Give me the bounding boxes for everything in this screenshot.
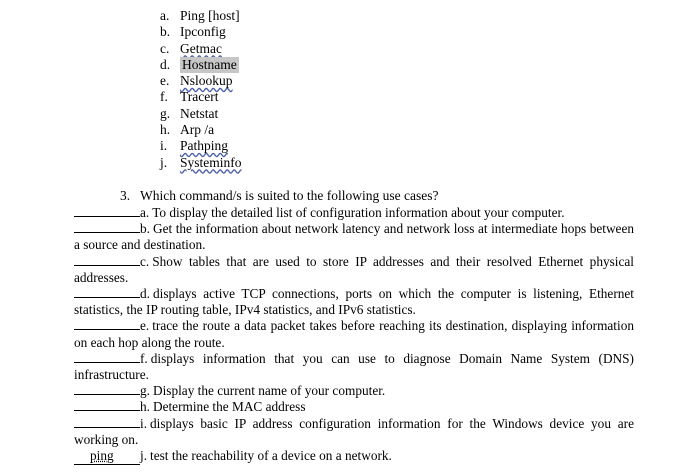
use-case-label: f. <box>140 350 148 366</box>
command-letter: e. <box>160 73 170 89</box>
question-3 <box>120 188 438 204</box>
command-letter: j. <box>160 154 168 170</box>
command-item <box>160 41 242 57</box>
use-case-label: a. <box>140 205 150 220</box>
use-case-label: b. <box>140 221 150 237</box>
command-item <box>160 24 242 40</box>
command-letter: a. <box>160 8 170 23</box>
command-item <box>160 155 242 171</box>
command-letter: g. <box>160 105 171 121</box>
answer-blank[interactable] <box>74 399 140 411</box>
command-item <box>160 89 242 105</box>
command-item <box>160 138 242 154</box>
command-item <box>160 57 242 73</box>
use-case-label: i. <box>140 415 148 431</box>
use-case-text: To display the detailed list of configuration information about your computer. <box>152 205 565 220</box>
use-case-label: g. <box>140 383 150 399</box>
use-case-item <box>74 254 634 286</box>
use-case-item <box>74 416 634 448</box>
use-case-label: d. <box>140 286 150 302</box>
use-case-list <box>74 205 634 465</box>
use-case-text: Determine the MAC address <box>152 399 306 415</box>
use-case-label: c. <box>140 253 150 269</box>
command-item <box>160 73 242 89</box>
command-letter: f. <box>160 89 168 105</box>
command-name: Ping [host] <box>180 8 240 23</box>
answer-blank[interactable] <box>74 286 140 298</box>
use-case-item <box>74 318 634 350</box>
use-case-text: displays active TCP connections, ports on which the computer is listening, Ethernet statistics, the IP routing table, IPv4 statistics, and IPv6 statistics. <box>74 286 634 318</box>
command-item <box>160 106 242 122</box>
command-letter: h. <box>160 122 171 138</box>
answer-blank[interactable] <box>74 448 140 465</box>
use-case-item <box>74 221 634 253</box>
command-item <box>160 8 242 24</box>
command-letter: c. <box>160 40 170 56</box>
command-name: Systeminfo <box>180 154 242 170</box>
command-name: Tracert <box>180 89 219 105</box>
command-letter: d. <box>160 56 171 72</box>
use-case-label: j. <box>140 448 148 464</box>
use-case-text: displays basic IP address configuration information for the Windows device you are working on. <box>74 415 634 447</box>
use-case-item <box>74 399 634 415</box>
command-name: Arp /a <box>180 122 215 138</box>
answer-blank[interactable] <box>74 221 140 233</box>
command-name: Ipconfig <box>180 24 226 40</box>
answer-blank[interactable] <box>74 383 140 395</box>
answer-value: ping <box>90 448 114 464</box>
answer-blank[interactable] <box>74 318 140 330</box>
answer-blank[interactable] <box>74 351 140 363</box>
use-case-text: Get the information about network latency and network loss at intermediate hops between a source and destination. <box>74 221 634 253</box>
command-letter: i. <box>160 138 168 154</box>
question-text: Which command/s is suited to the following use cases? <box>140 188 439 203</box>
question-number: 3. <box>120 188 131 203</box>
command-letter: b. <box>160 24 171 40</box>
command-name-highlighted: Hostname <box>182 56 237 72</box>
command-list <box>160 8 242 171</box>
use-case-text: test the reachability of a device on a network. <box>150 448 392 464</box>
use-case-item <box>74 205 634 221</box>
command-item <box>160 122 242 138</box>
use-case-text: displays information that you can use to diagnose Domain Name System (DNS) infrastructure. <box>74 350 634 383</box>
use-case-label: h. <box>140 399 150 415</box>
use-case-text: trace the route a data packet takes before reaching its destination, displaying information on each hop along the route. <box>74 318 634 350</box>
use-case-text: Show tables that are used to store IP addresses and their resolved Ethernet physical addresses. <box>74 253 634 285</box>
answer-blank[interactable] <box>74 416 140 428</box>
use-case-item <box>74 448 634 465</box>
answer-blank[interactable] <box>74 205 140 217</box>
command-name: Netstat <box>180 105 219 121</box>
command-name: Pathping <box>180 138 229 154</box>
use-case-item <box>74 351 634 383</box>
command-name: Nslookup <box>180 73 233 89</box>
answer-blank[interactable] <box>74 254 140 266</box>
use-case-item <box>74 383 634 399</box>
use-case-item <box>74 286 634 318</box>
use-case-label: e. <box>140 318 150 334</box>
use-case-text: Display the current name of your computer. <box>152 383 386 399</box>
command-name: Getmac <box>180 40 222 56</box>
